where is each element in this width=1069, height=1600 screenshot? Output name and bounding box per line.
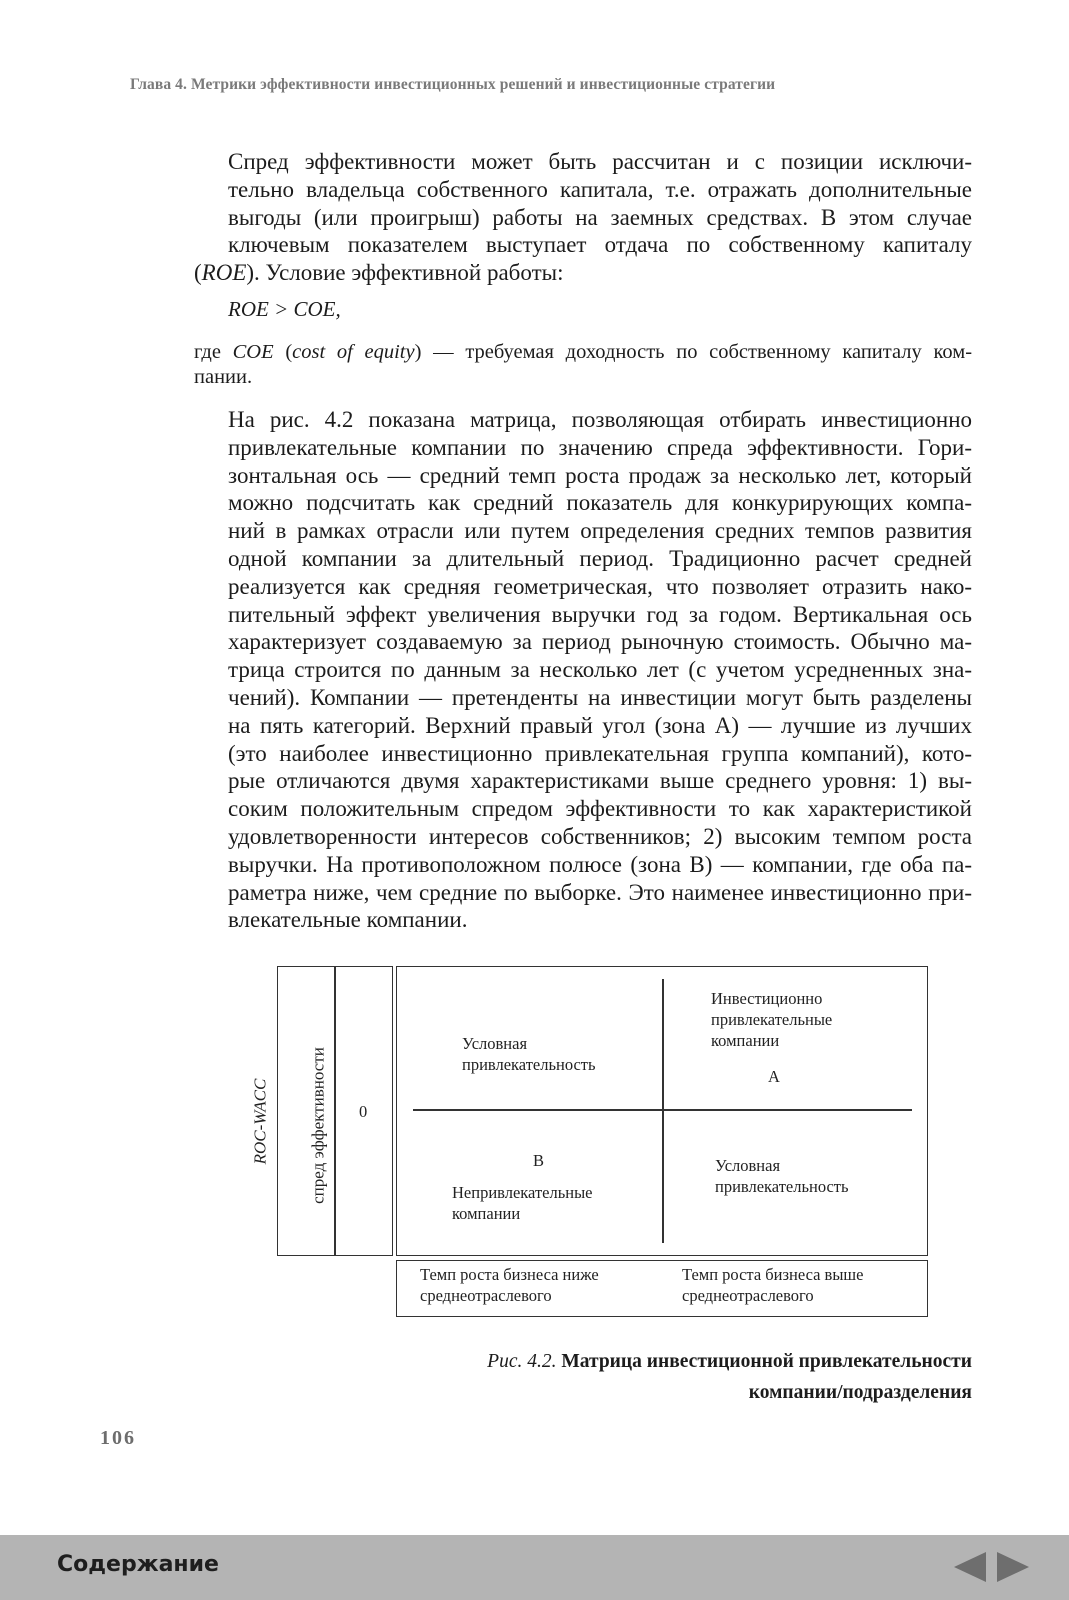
text-line: на пять категорий. Верхний правый угол (зона А) — лучшие из лучших	[228, 712, 972, 738]
paragraph-2	[194, 340, 972, 390]
axis-inner-box	[334, 966, 393, 1256]
text-line: тельно владельца собственного капитала, т.е. отражать дополнительные	[228, 176, 972, 202]
text-line: выручки. На противоположном полюсе (зона В) — компании, где оба па-	[228, 851, 972, 877]
formula: ROE > COE,	[228, 297, 341, 321]
x-axis-box	[396, 1260, 928, 1317]
x-axis-right-label: Темп роста бизнеса выше среднеотраслевого	[682, 1265, 864, 1305]
text-line: где COE (cost of equity) — требуемая доходность по собственному капиталу ком-	[194, 341, 973, 363]
next-page-icon[interactable]	[996, 1551, 1030, 1583]
text-line: Спред эффективности может быть рассчитан и с позиции исключи-	[228, 149, 972, 174]
zero-label: 0	[359, 1102, 368, 1121]
zone-top-left-text: Условная привлекательность	[462, 1034, 596, 1074]
caption-label: Рис. 4.2.	[487, 1351, 557, 1372]
matrix-box	[396, 966, 928, 1256]
text-line: удовлетворенности интересов собственников; 2) высоким темпом роста	[228, 823, 972, 849]
x-axis-left-label: Темп роста бизнеса ниже среднеотраслевого	[420, 1265, 599, 1305]
axis-label-spread: спред эффективности	[308, 1047, 328, 1204]
matrix-vertical-divider	[662, 979, 664, 1243]
footer-bar	[0, 1535, 1069, 1600]
text-line: ключевым показателем выступает отдача по собственному капиталу	[228, 232, 972, 258]
figure-caption	[372, 1346, 972, 1408]
text-line: рые отличаются двумя характеристиками выше среднего уровня: 1) вы-	[228, 768, 972, 794]
text-line: зонтальная ось — средний темп роста продаж за несколько лет, который	[228, 462, 972, 488]
text-line: пании.	[194, 366, 253, 388]
text-line: трица строится по данным за несколько лет (с учетом усредненных зна-	[228, 657, 972, 683]
text-line: пительный эффект увеличения выручки год за годом. Вертикальная ось	[228, 601, 972, 627]
zone-bottom-left-text: Непривлекательные компании	[452, 1183, 593, 1223]
text-line: раметра ниже, чем средние по выборке. Это наименее инвестиционно при-	[228, 879, 972, 905]
zone-b-label: В	[533, 1151, 545, 1170]
roe-abbr: ROE	[201, 260, 247, 286]
text-line: На рис. 4.2 показана матрица, позволяющая отбирать инвестиционно	[228, 407, 972, 432]
zone-top-right-text: Инвестиционно привлекательные компании	[711, 989, 833, 1050]
contents-link[interactable]: Содержание	[57, 1552, 219, 1577]
caption-title: Матрица инвестиционной привлекательности	[561, 1351, 972, 1372]
text-line: можно подсчитать как средний показатель для конкурирующих компа-	[228, 490, 972, 516]
axis-label-roc-wacc: ROC-WACC	[250, 1078, 270, 1165]
text-line: чений). Компании — претенденты на инвестиции могут быть разделены	[228, 684, 972, 710]
caption-title-continued: компании/подразделения	[748, 1382, 972, 1403]
text-line: соким положительным спредом эффективности то как характеристикой	[228, 796, 972, 822]
text-line: ний в рамках отрасли или путем определения средних темпов развития	[228, 518, 972, 544]
text-line: выгоды (или проигрыш) работы на заемных средствах. В этом случае	[228, 204, 972, 230]
page-number: 106	[100, 1427, 136, 1449]
text-line: характеризует создаваемую за период рыночную стоимость. Обычно ма-	[228, 629, 972, 655]
text-line: одной компании за длительный период. Традиционно расчет средней	[228, 545, 972, 571]
paragraph-3	[194, 406, 972, 934]
running-head: Глава 4. Метрики эффективности инвестиционных решений и инвестиционные стратегии	[130, 76, 776, 93]
axis-outer-box	[277, 966, 336, 1256]
text-line: реализуется как средняя геометрическая, что позволяет отразить нако-	[228, 573, 972, 599]
zone-a-label: А	[768, 1067, 780, 1086]
prev-page-icon[interactable]	[953, 1551, 987, 1583]
text-line: привлекательные компании по значению спреда эффективности. Гори-	[228, 434, 972, 460]
text-line: (ROE). Условие эффективной работы:	[194, 260, 564, 286]
text-line: (это наиболее инвестиционно привлекательная группа компаний), кото-	[228, 740, 972, 766]
paragraph-1	[194, 148, 972, 287]
text-line: влекательные компании.	[228, 907, 468, 933]
zone-bottom-right-text: Условная привлекательность	[715, 1156, 849, 1196]
matrix-horizontal-divider	[413, 1109, 912, 1111]
